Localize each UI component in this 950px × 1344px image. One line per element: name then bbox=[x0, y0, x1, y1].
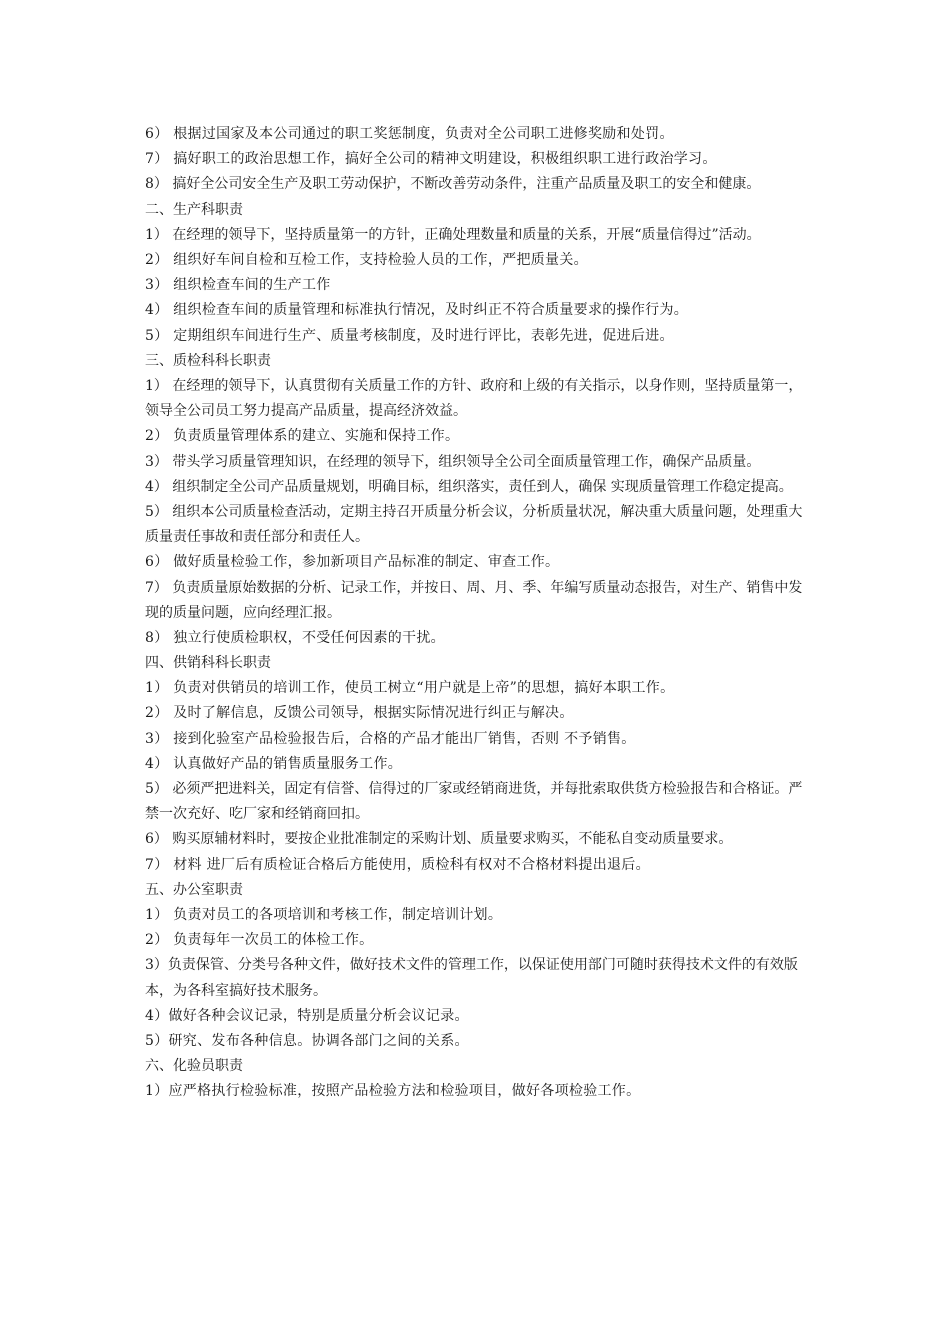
paragraph: 1） 负责对员工的各项培训和考核工作，制定培训计划。 bbox=[145, 907, 503, 924]
paragraph: 4）做好各种会议记录，特别是质量分析会议记录。 bbox=[145, 1007, 469, 1024]
paragraph: 8） 搞好全公司安全生产及职工劳动保护，不断改善劳动条件，注重产品质量及职工的安全和健康。 bbox=[145, 176, 761, 193]
paragraph: 4） 认真做好产品的销售质量服务工作。 bbox=[145, 755, 403, 772]
paragraph: 2） 负责质量管理体系的建立、实施和保持工作。 bbox=[145, 428, 460, 445]
paragraph: 8） 独立行使质检职权，不受任何因素的干扰。 bbox=[145, 629, 445, 646]
paragraph: 3） 带头学习质量管理知识，在经理的领导下，组织领导全公司全面质量管理工作，确保产品质量。 bbox=[145, 453, 761, 470]
paragraph: 3） 组织检查车间的生产工作 bbox=[145, 277, 331, 294]
paragraph: 7） 搞好职工的政治思想工作，搞好全公司的精神文明建设，积极组织职工进行政治学习。 bbox=[145, 151, 717, 168]
paragraph: 2） 及时了解信息，反馈公司领导，根据实际情况进行纠正与解决。 bbox=[145, 705, 574, 722]
paragraph: 6） 做好质量检验工作，参加新项目产品标准的制定、审查工作。 bbox=[145, 554, 560, 571]
paragraph: 1） 在经理的领导下，坚持质量第一的方针，正确处理数量和质量的关系，开展“质量信得过”活动。 bbox=[145, 226, 761, 243]
paragraph: 2） 负责每年一次员工的体检工作。 bbox=[145, 932, 374, 949]
paragraph: 4） 组织制定全公司产品质量规划，明确目标，组织落实，责任到人，确保 实现质量管理工作稳定提高。 bbox=[145, 478, 793, 495]
paragraph: 7） 负责质量原始数据的分析、记录工作，并按日、周、月、季、年编写质量动态报告，对生产、销售中发现的质量问题，应向经理汇报。 bbox=[145, 579, 803, 621]
paragraph: 1） 负责对供销员的培训工作，使员工树立“用户就是上帝”的思想，搞好本职工作。 bbox=[145, 680, 675, 697]
paragraph: 3）负责保管、分类号各种文件，做好技术文件的管理工作，以保证使用部门可随时获得技术文件的有效版本，为各科室搞好技术服务。 bbox=[145, 957, 798, 999]
paragraph: 1）应严格执行检验标准，按照产品检验方法和检验项目，做好各项检验工作。 bbox=[145, 1083, 641, 1100]
section-heading: 五、办公室职责 bbox=[145, 881, 243, 898]
paragraph: 2） 组织好车间自检和互检工作，支持检验人员的工作，严把质量关。 bbox=[145, 251, 588, 268]
paragraph: 6） 购买原辅材料时，要按企业批准制定的采购计划、质量要求购买，不能私自变动质量要求。 bbox=[145, 831, 733, 848]
paragraph: 5）研究、发布各种信息。协调各部门之间的关系。 bbox=[145, 1032, 469, 1049]
paragraph: 5） 必须严把进料关，固定有信誉、信得过的厂家或经销商进货，并每批索取供货方检验报告和合格证。严禁一次充好、吃厂家和经销商回扣。 bbox=[145, 781, 803, 823]
document-body bbox=[145, 122, 807, 1105]
paragraph: 7） 材料 进厂后有质检证合格后方能使用，质检科有权对不合格材料提出退后。 bbox=[145, 856, 650, 873]
paragraph: 3） 接到化验室产品检验报告后，合格的产品才能出厂销售，否则 不予销售。 bbox=[145, 730, 636, 747]
section-heading: 六、化验员职责 bbox=[145, 1058, 243, 1075]
section-heading: 二、生产科职责 bbox=[145, 201, 243, 218]
section-heading: 四、供销科科长职责 bbox=[145, 655, 271, 672]
paragraph: 4） 组织检查车间的质量管理和标准执行情况，及时纠正不符合质量要求的操作行为。 bbox=[145, 302, 689, 319]
section-heading: 三、质检科科长职责 bbox=[145, 352, 271, 369]
paragraph: 1） 在经理的领导下，认真贯彻有关质量工作的方针、政府和上级的有关指示，以身作则，坚持质量第一，领导全公司员工努力提高产品质量，提高经济效益。 bbox=[145, 377, 803, 420]
paragraph: 5） 组织本公司质量检查活动，定期主持召开质量分析会议，分析质量状况，解决重大质量问题，处理重大质量责任事故和责任部分和责任人。 bbox=[145, 503, 803, 546]
paragraph: 5） 定期组织车间进行生产、质量考核制度，及时进行评比，表彰先进，促进后进。 bbox=[145, 327, 674, 344]
paragraph: 6） 根据过国家及本公司通过的职工奖惩制度，负责对全公司职工进修奖励和处罚。 bbox=[145, 126, 674, 142]
